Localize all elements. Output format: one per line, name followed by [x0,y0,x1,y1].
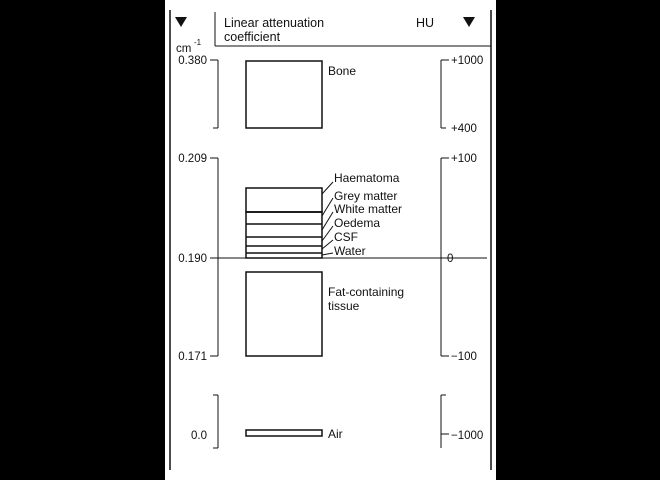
bone-label: Bone [328,64,357,78]
left-tick-label: 0.190 [178,253,207,265]
right-tick-label: +100 [451,153,477,165]
csf-label: CSF [334,230,358,244]
right-tick-label: +1000 [451,55,484,67]
left-unit-exponent: -1 [194,38,202,47]
oedema-label: Oedema [334,216,381,230]
right-tick-label: 0 [447,253,454,265]
air-label: Air [328,427,343,441]
right-tick-label: +400 [451,123,477,135]
fat-label-line1: Fat-containing [328,285,405,299]
header-title-line1: Linear attenuation [224,16,325,30]
left-tick-label: 0.380 [178,55,207,67]
left-tick-label: 0.0 [191,430,207,442]
left-tick-label: 0.171 [178,351,207,363]
water-label: Water [334,244,366,258]
right-tick-label: −1000 [451,430,484,442]
header-title-line2: coefficient [224,30,281,44]
white-matter-label: White matter [334,202,403,216]
fat-label-line2: tissue [328,299,360,313]
haematoma-label: Haematoma [334,171,400,185]
left-unit-label: cm [176,43,192,55]
right-unit-label: HU [416,16,435,30]
grey-matter-label: Grey matter [334,189,398,203]
right-tick-label: −100 [451,351,477,363]
left-tick-label: 0.209 [178,153,207,165]
